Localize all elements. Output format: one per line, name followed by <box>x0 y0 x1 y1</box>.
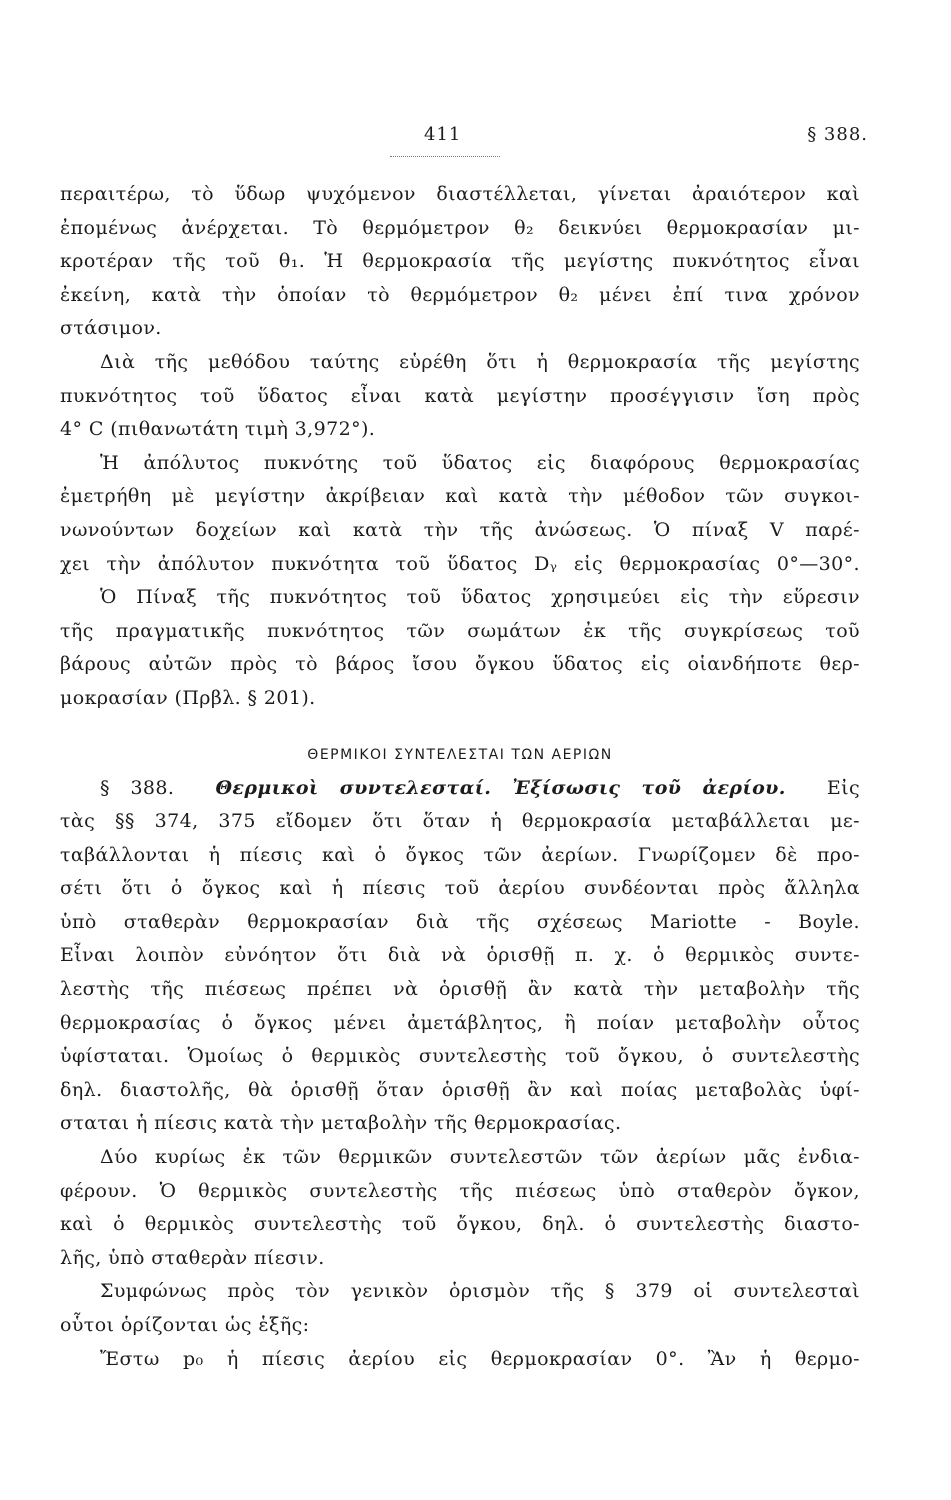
text-line: περαιτέρω, τὸ ὕδωρ ψυχόμενον διαστέλλεται, γίνεται ἀραιότερον καὶ <box>60 183 860 205</box>
text-line: δηλ. διαστολῆς, θὰ ὁρισθῇ ὅταν ὁρισθῇ ἂν καὶ ποίας μεταβολὰς ὑφί- <box>60 1078 860 1101</box>
book-page <box>60 0 868 1500</box>
text-line: ἐμετρήθη μὲ μεγίστην ἀκρίβειαν καὶ κατὰ τὴν μέθοδον τῶν συγκοι- <box>60 485 860 508</box>
text-line: μοκρασίαν (Πρβλ. § 201). <box>60 686 316 709</box>
text-line: καὶ ὁ θερμικὸς συντελεστὴς τοῦ ὄγκου, δηλ. ὁ συντελεστὴς διαστο- <box>60 1213 860 1236</box>
text-line: στάσιμον. <box>60 317 162 340</box>
header-rule <box>390 156 500 157</box>
text-line: Ὁ Πίναξ τῆς πυκνότητος τοῦ ὕδατος χρησιμεύει εἰς τὴν εὕρεσιν <box>100 586 860 609</box>
text-line: Διὰ τῆς μεθόδου ταύτης εὑρέθη ὅτι ἡ θερμοκρασία τῆς μεγίστης <box>100 350 860 373</box>
text-line: Συμφώνως πρὸς τὸν γενικὸν ὁρισμὸν τῆς § 379 οἱ συντελεσταὶ <box>100 1280 860 1303</box>
text-line: φέρουν. Ὁ θερμικὸς συντελεστὴς τῆς πιέσεως ὑπὸ σταθερὸν ὄγκον, <box>60 1179 860 1202</box>
text-line: βάρους αὐτῶν πρὸς τὸ βάρος ἴσου ὄγκου ὕδατος εἰς οἱανδήποτε θερ- <box>60 653 860 676</box>
section-title: ΘΕΡΜΙΚΟΙ ΣΥΝΤΕΛΕΣΤΑΙ ΤΩΝ ΑΕΡΙΩΝ <box>307 746 613 763</box>
text-line: Εἶναι λοιπὸν εὐνόητον ὅτι διὰ νὰ ὁρισθῇ π. χ. ὁ θερμικὸς συντε- <box>60 944 860 967</box>
text-line: οὗτοι ὁρίζονται ὡς ἑξῆς: <box>60 1314 310 1336</box>
text-line: λεστὴς τῆς πιέσεως πρέπει νὰ ὁρισθῇ ἂν κατὰ τὴν μεταβολὴν τῆς <box>60 978 860 1001</box>
page-header <box>60 124 868 154</box>
text-line: τὰς §§ 374, 375 εἴδομεν ὅτι ὅταν ἡ θερμοκρασία μεταβάλλεται με- <box>60 810 860 833</box>
text-line: Ἔστω p₀ ἡ πίεσις ἀερίου εἰς θερμοκρασίαν 0°. Ἂν ἡ θερμο- <box>100 1347 860 1370</box>
page-body <box>60 178 860 1376</box>
text-line: ταβάλλονται ἡ πίεσις καὶ ὁ ὄγκος τῶν ἀερίων. Γνωρίζομεν δὲ προ- <box>60 843 860 866</box>
text-line: σέτι ὅτι ὁ ὄγκος καὶ ἡ πίεσις τοῦ ἀερίου συνδέονται πρὸς ἄλληλα <box>60 877 860 900</box>
section-number: § 388. <box>100 776 175 799</box>
text-line: ἐπομένως ἀνέρχεται. Τὸ θερμόμετρον θ₂ δεικνύει θερμοκρασίαν μι- <box>60 216 860 239</box>
text-line: χει τὴν ἀπόλυτον πυκνότητα τοῦ ὕδατος Dᵧ εἰς θερμοκρασίας 0°—30°. <box>60 552 860 575</box>
text-line: κροτέραν τῆς τοῦ θ₁. Ἡ θερμοκρασία τῆς μεγίστης πυκνότητος εἶναι <box>60 250 860 273</box>
text-line: λῆς, ὑπὸ σταθερὰν πίεσιν. <box>60 1246 325 1269</box>
section-heading-rest: Εἰς <box>826 776 860 799</box>
section-reference: § 388. <box>807 124 868 145</box>
text-line: Ἡ ἀπόλυτος πυκνότης τοῦ ὕδατος εἰς διαφόρους θερμοκρασίας <box>100 451 860 474</box>
text-line: Δύο κυρίως ἐκ τῶν θερμικῶν συντελεστῶν τῶν ἀερίων μᾶς ἐνδια- <box>100 1146 860 1169</box>
text-line: 4° C (πιθανωτάτη τιμὴ 3,972°). <box>60 418 376 441</box>
text-line: τῆς πραγματικῆς πυκνότητος τῶν σωμάτων ἐκ τῆς συγκρίσεως τοῦ <box>60 619 860 642</box>
text-line: ὑφίσταται. Ὁμοίως ὁ θερμικὸς συντελεστὴς τοῦ ὄγκου, ὁ συντελεστὴς <box>60 1045 860 1068</box>
page-number: 411 <box>424 124 462 145</box>
section-heading-title: Θερμικοὶ συντελεσταί. Ἐξίσωσις τοῦ ἀερίου. <box>215 776 786 799</box>
section-heading <box>60 772 860 806</box>
text-line: νωνούντων δοχείων καὶ κατὰ τὴν τῆς ἀνώσεως. Ὁ πίναξ V παρέ- <box>60 518 860 541</box>
text-line: ὑπὸ σταθερὰν θερμοκρασίαν διὰ τῆς σχέσεως Mariotte - Boyle. <box>60 910 860 933</box>
text-line: θερμοκρασίας ὁ ὄγκος μένει ἀμετάβλητος, ἢ ποίαν μεταβολὴν οὗτος <box>60 1011 860 1034</box>
text-line: σταται ἡ πίεσις κατὰ τὴν μεταβολὴν τῆς θερμοκρασίας. <box>60 1112 622 1135</box>
text-line: ἐκείνη, κατὰ τὴν ὁποίαν τὸ θερμόμετρον θ₂ μένει ἐπί τινα χρόνον <box>60 283 860 306</box>
text-line: πυκνότητος τοῦ ὕδατος εἶναι κατὰ μεγίστην προσέγγισιν ἴση πρὸς <box>60 384 860 407</box>
